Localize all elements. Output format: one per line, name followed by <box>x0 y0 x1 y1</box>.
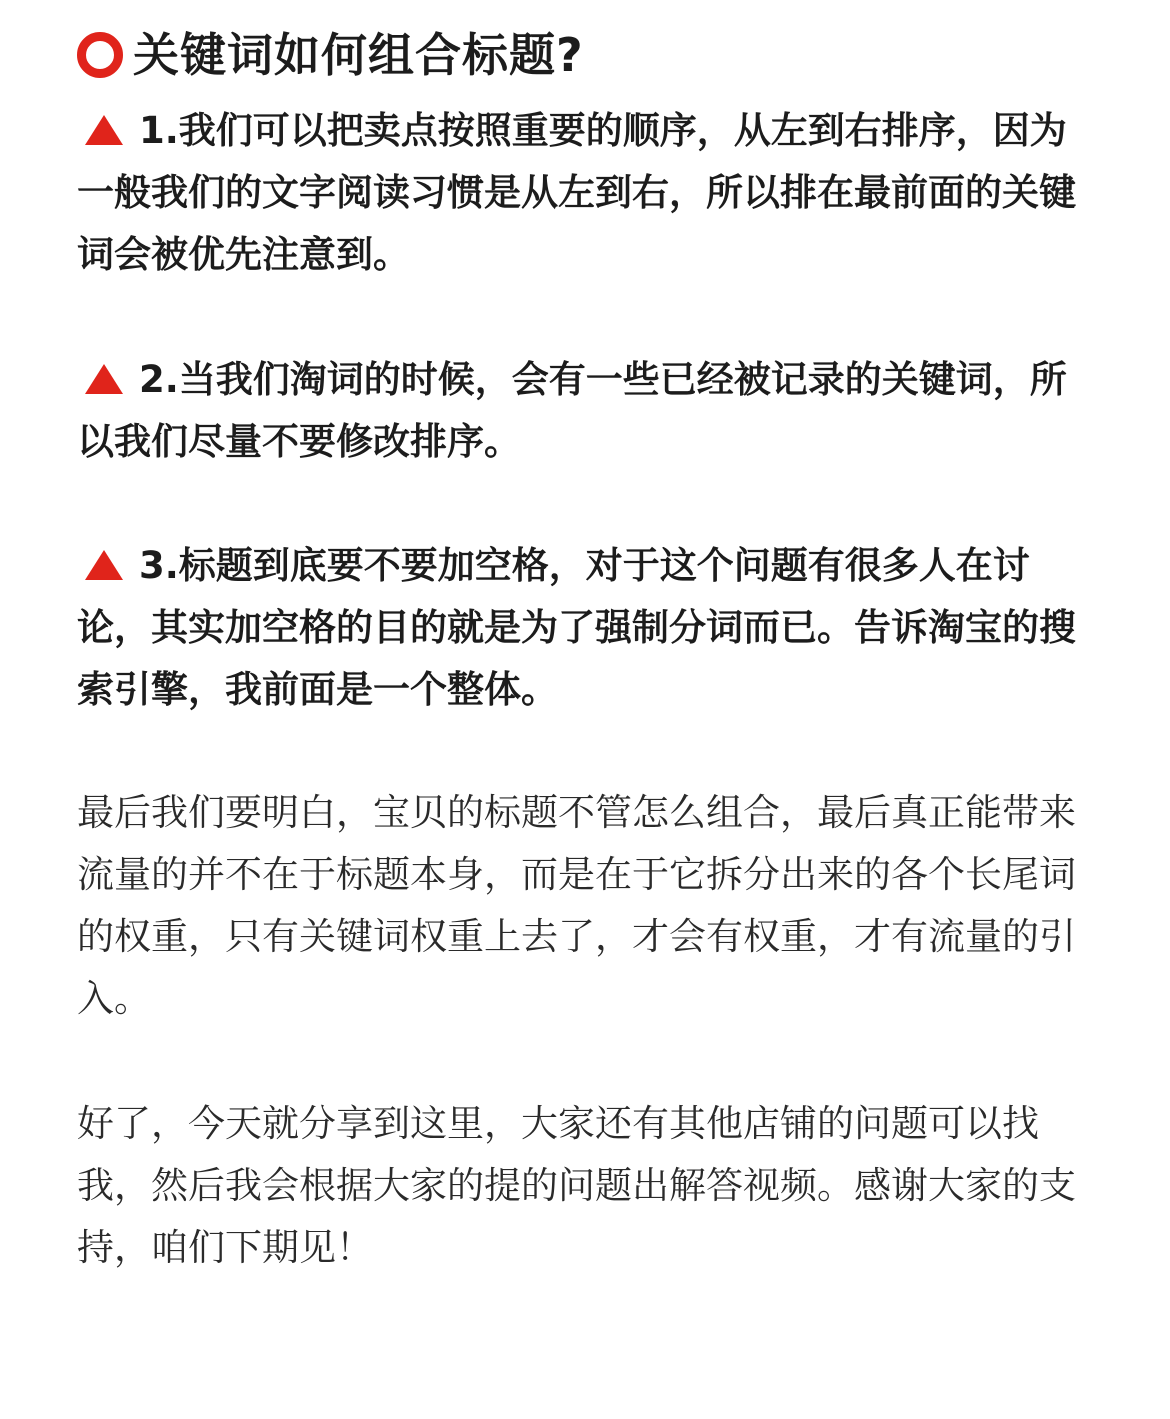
point-1-text: 1.我们可以把卖点按照重要的顺序，从左到右排序，因为一般我们的文字阅读习惯是从左到右，所以排在最前面的关键词会被优先注意到。 <box>77 109 1076 276</box>
point-2 <box>77 349 1077 473</box>
closing-paragraph: 好了，今天就分享到这里，大家还有其他店铺的问题可以找我，然后我会根据大家的提的问题出解答视频。感谢大家的支持，咱们下期见！ <box>77 1102 1076 1269</box>
conclusion-paragraph: 最后我们要明白，宝贝的标题不管怎么组合，最后真正能带来流量的并不在于标题本身，而是在于它拆分出来的各个长尾词的权重，只有关键词权重上去了，才会有权重，才有流量的引入。 <box>77 791 1076 1020</box>
red-ring-icon <box>77 32 123 78</box>
red-triangle-icon <box>85 364 123 394</box>
article-title: 关键词如何组合标题? <box>133 28 584 82</box>
point-3-text: 3.标题到底要不要加空格，对于这个问题有很多人在讨论，其实加空格的目的就是为了强制分词而已。告诉淘宝的搜索引擎，我前面是一个整体。 <box>77 544 1076 711</box>
point-2-text: 2.当我们淘词的时候，会有一些已经被记录的关键词，所以我们尽量不要修改排序。 <box>77 358 1067 463</box>
red-triangle-icon <box>85 550 123 580</box>
article-heading <box>77 20 584 90</box>
point-3 <box>77 535 1077 721</box>
point-1 <box>77 100 1077 286</box>
red-triangle-icon <box>85 115 123 145</box>
